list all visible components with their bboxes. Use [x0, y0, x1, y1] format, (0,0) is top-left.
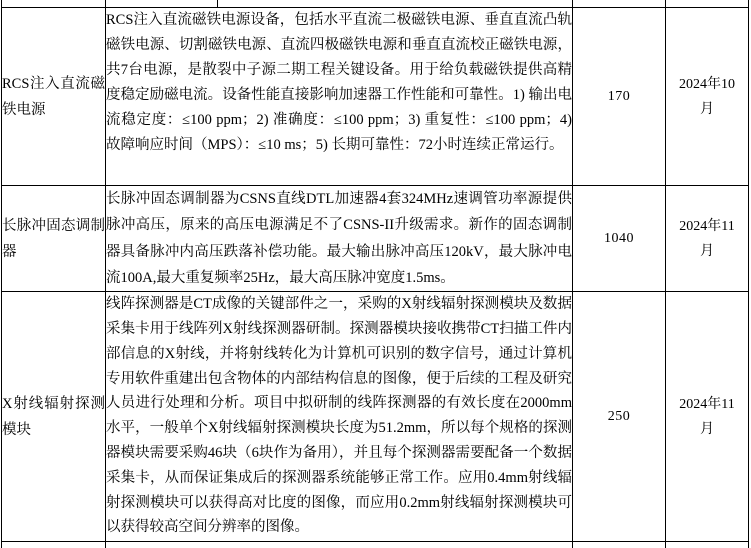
partial-cell — [666, 542, 749, 548]
partial-cell — [106, 0, 218, 8]
item-amount-cell: 170 — [573, 8, 666, 186]
item-date-text: 2024年11月 — [679, 396, 735, 437]
item-name-cell: RCS注入直流磁铁电源 — [2, 8, 106, 186]
item-date-cell — [666, 292, 749, 542]
table-row-pulse-modulator — [2, 186, 749, 292]
table-row-partial-top — [2, 0, 749, 8]
partial-cell — [573, 0, 666, 8]
item-description-cell: 线阵探测器是CT成像的关键部件之一，采购的X射线辐射探测模块及数据采集卡用于线阵列X射线探测器研制。探测器模块接收携带CT扫描工件内部信息的X射线，并将射线转化为计算机可识别的数字信号，通过计算机专用软件重建出包含物体的内部结构信息的图像，便于后续的工程及研究人员进行处理和分析。项目中拟研制的线阵探测器的有效长度在2000mm水平，一般单个X射线辐射探测模块长度为51.2mm，所以每个规格的探测器模块需要采购46块（6块作为备用），并且每个探测器需要配备一个数据采集卡，从而保证集成后的探测器系统能够正常工作。应用0.4mm射线辐射探测模块可以获得高对比度的图像，而应用0.2mm射线辐射探测模块可以获得较高空间分辨率的图像。 — [106, 292, 573, 542]
item-description-cell: 长脉冲固态调制器为CSNS直线DTL加速器4套324MHz速调管功率源提供脉冲高压，原来的高压电源满足不了CSNS-II升级需求。新作的固态调制器具备脉冲内高压跌落补偿功能。最大输出脉冲高压120kV，最大脉冲电流100A,最大重复频率25Hz，最大高压脉冲宽度1.5ms。 — [106, 186, 573, 292]
partial-cell — [573, 542, 666, 548]
item-date-text: 2024年11月 — [679, 218, 735, 259]
procurement-items-table — [1, 0, 749, 548]
item-name-cell: X射线辐射探测模块 — [2, 292, 106, 542]
item-description-cell: RCS注入直流磁铁电源设备，包括水平直流二极磁铁电源、垂直直流凸轨磁铁电源、切割磁铁电源、直流四极磁铁电源和垂直直流校正磁铁电源，共7台电源，是散裂中子源二期工程关键设备。用于给负载磁铁提供高精度稳定励磁电流。设备性能直接影响加速器工作性能和可靠性。1) 输出电流稳定度：≤100 ppm；2) 准确度：≤100 ppm；3) 重复性：≤100 ppm；4) 故障响应时间（MPS）：≤10 ms；5) 长期可靠性：72小时连续正常运行。 — [106, 8, 573, 186]
table-row-partial-bottom — [2, 542, 749, 548]
item-amount-cell: 1040 — [573, 186, 666, 292]
partial-cell — [2, 0, 106, 8]
partial-cell — [2, 542, 106, 548]
table-row-xray-detector-module — [2, 292, 749, 542]
item-amount-cell: 250 — [573, 292, 666, 542]
item-date-cell — [666, 186, 749, 292]
table-row-rcs-power-supply — [2, 8, 749, 186]
partial-cell — [218, 0, 573, 8]
partial-cell — [106, 542, 573, 548]
item-date-cell — [666, 8, 749, 186]
item-date-text: 2024年10月 — [679, 76, 735, 117]
item-name-cell: 长脉冲固态调制器 — [2, 186, 106, 292]
partial-cell — [666, 0, 749, 8]
